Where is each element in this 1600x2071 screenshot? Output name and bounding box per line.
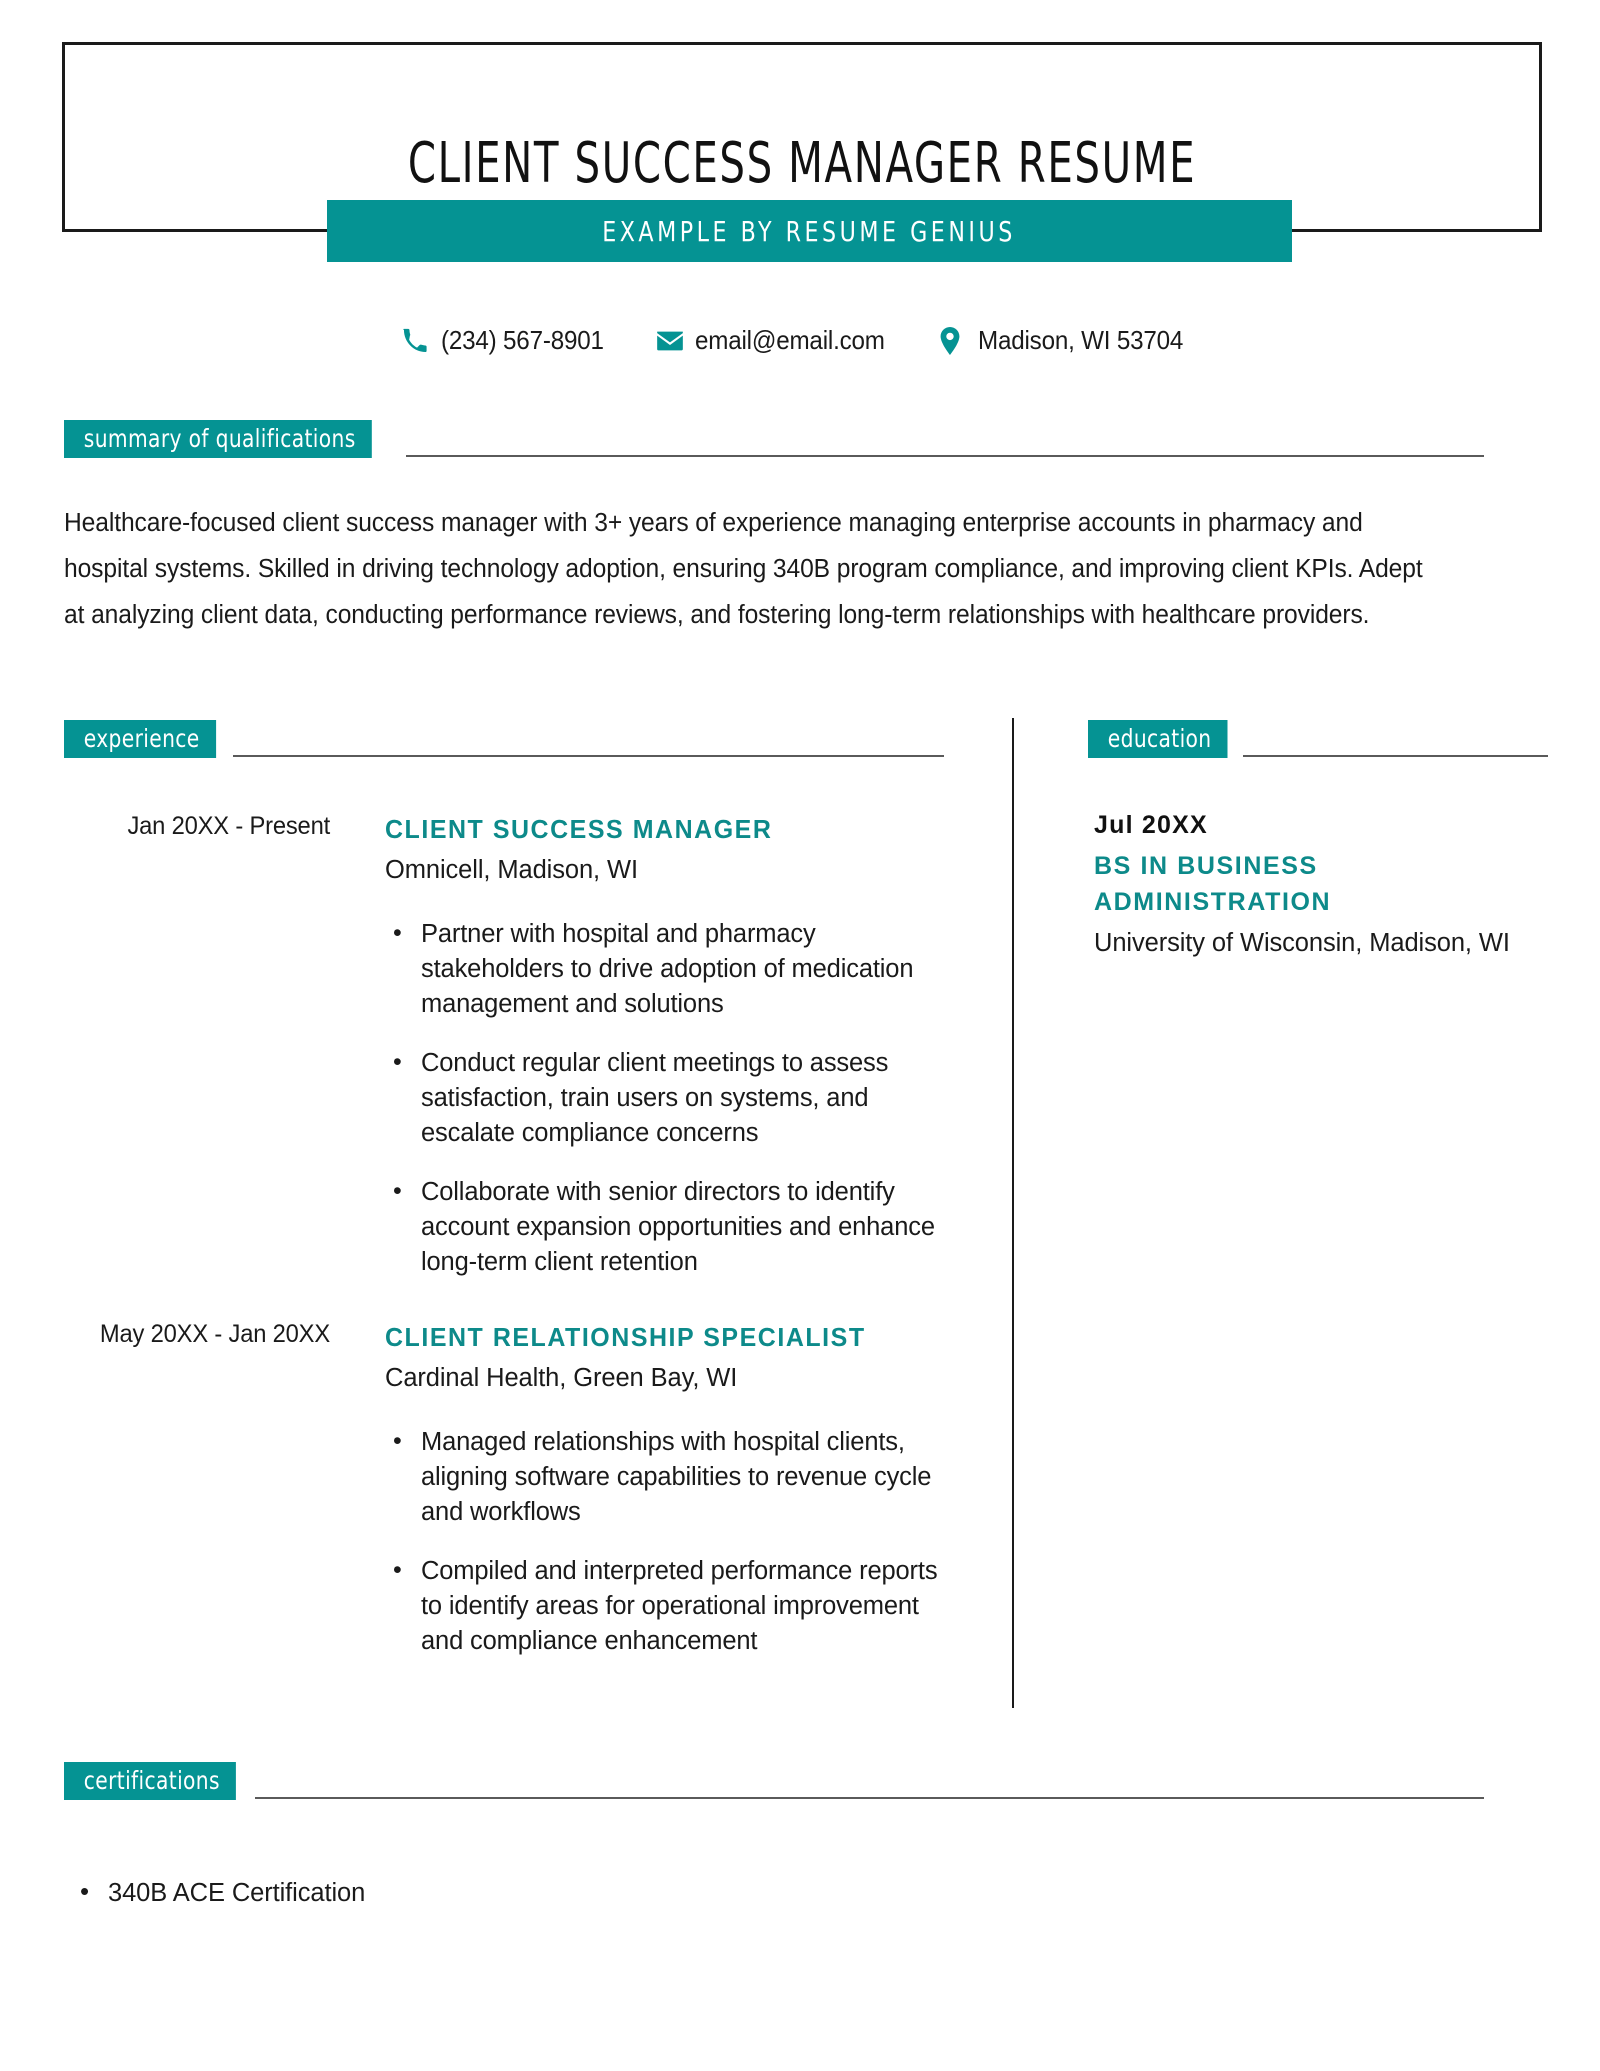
phone-icon	[402, 327, 428, 355]
job-title: CLIENT RELATIONSHIP SPECIALIST	[385, 1322, 866, 1352]
email-text: email@email.com	[694, 325, 885, 355]
education-entry	[1094, 808, 1514, 964]
page-title: CLIENT SUCCESS MANAGER RESUME	[407, 131, 1197, 196]
experience-entry	[40, 812, 980, 1280]
contact-email[interactable]	[656, 325, 899, 356]
education-school: University of Wisconsin, Madison, WI	[1094, 929, 1510, 957]
job-title: CLIENT SUCCESS MANAGER	[385, 814, 773, 844]
section-label-summary: summary of qualifications	[64, 420, 372, 458]
section-label-education: education	[1088, 720, 1228, 758]
section-header-summary	[64, 420, 1484, 458]
contact-phone[interactable]	[402, 325, 616, 356]
phone-text: (234) 567-8901	[440, 325, 604, 355]
list-item: • Partner with hospital and pharmacy stakeholders to drive adoption of medication management and solutions	[421, 917, 945, 1022]
list-item: • Conduct regular client meetings to assess satisfaction, train users on systems, and escalate compliance concerns	[421, 1046, 945, 1151]
column-divider	[1012, 718, 1014, 1708]
experience-body	[385, 812, 945, 1280]
map-pin-icon	[939, 327, 965, 355]
section-label-experience: experience	[64, 720, 216, 758]
job-company: Omnicell, Madison, WI	[385, 856, 638, 884]
job-company: Cardinal Health, Green Bay, WI	[385, 1364, 738, 1392]
list-item: • Managed relationships with hospital clients, aligning software capabilities to revenue cycle and workflows	[421, 1425, 945, 1530]
education-date: Jul 20XX	[1094, 811, 1208, 839]
header-subtitle: EXAMPLE BY RESUME GENIUS	[602, 214, 1017, 248]
section-rule-summary	[406, 455, 1484, 457]
section-header-education	[1088, 720, 1548, 758]
section-rule-certifications	[255, 1797, 1484, 1799]
job-bullet-list	[385, 917, 945, 1280]
section-rule-education	[1243, 755, 1548, 757]
section-rule-experience	[233, 755, 944, 757]
envelope-icon	[656, 327, 682, 355]
location-text: Madison, WI 53704	[977, 325, 1183, 355]
section-header-certifications	[64, 1762, 1484, 1800]
contact-row	[0, 325, 1600, 356]
experience-body	[385, 1320, 945, 1659]
section-label-certifications: certifications	[64, 1762, 236, 1800]
experience-dates: Jan 20XX - Present	[127, 812, 331, 840]
list-item: • Collaborate with senior directors to identify account expansion opportunities and enhance long-term client retention	[421, 1175, 945, 1280]
list-item: • Compiled and interpreted performance reports to identify areas for operational improvement and compliance enhancement	[421, 1554, 945, 1659]
experience-dates: May 20XX - Jan 20XX	[99, 1320, 330, 1348]
header-subtitle-bar	[327, 200, 1292, 262]
section-header-experience	[64, 720, 944, 758]
list-item: • 340B ACE Certification	[108, 1875, 1064, 1911]
contact-location[interactable]	[939, 325, 1199, 356]
summary-paragraph: Healthcare-focused client success manager with 3+ years of experience managing enterprise accounts in pharmacy and hospital systems. Skilled in driving technology adoption, ensuring 340B program compliance, and improving client KPIs. Adept at analyzing client data, conducting performance reviews, and fostering long-term relationships with healthcare providers.	[64, 509, 1423, 629]
certifications-list	[64, 1875, 1064, 1911]
education-degree: BS IN BUSINESS ADMINISTRATION	[1094, 852, 1332, 916]
job-bullet-list	[385, 1425, 945, 1659]
experience-entry	[40, 1320, 980, 1659]
